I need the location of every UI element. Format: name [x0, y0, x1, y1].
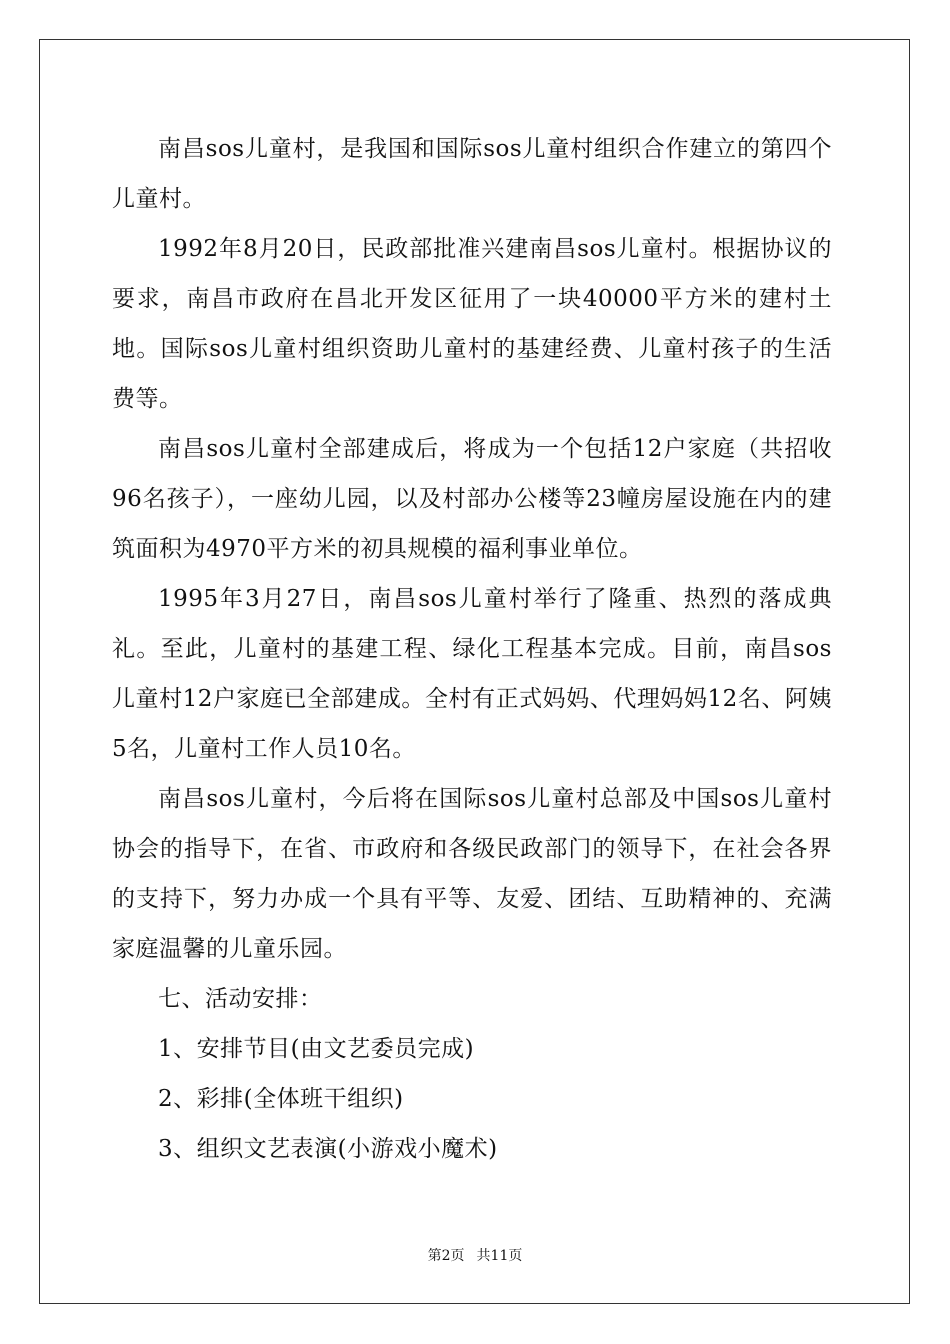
paragraph-1992: 1992年8月20日，民政部批准兴建南昌sos儿童村。根据协议的要求，南昌市政府在昌北开发区征用了一块40000平方米的建村土地。国际sos儿童村组织资助儿童村的基建经费、儿童村孩子的生活费等。 [112, 236, 832, 412]
page-number-total: 共11页 [476, 1248, 523, 1264]
list-item: 1、安排节目(由文艺委员完成) [158, 1036, 475, 1062]
paragraph-facilities: 南昌sos儿童村全部建成后，将成为一个包括12户家庭（共招收96名孩子），一座幼儿园，以及村部办公楼等23幢房屋设施在内的建筑面积为4970平方米的初具规模的福利事业单位。 [112, 436, 832, 562]
paragraph-intro: 南昌sos儿童村，是我国和国际sos儿童村组织合作建立的第四个儿童村。 [112, 136, 832, 212]
paragraph-1995: 1995年3月27日，南昌sos儿童村举行了隆重、热烈的落成典礼。至此，儿童村的基建工程、绿化工程基本完成。目前，南昌sos儿童村12户家庭已全部建成。全村有正式妈妈、代理妈妈12名、阿姨5名，儿童村工作人员10名。 [112, 586, 832, 762]
paragraph-future: 南昌sos儿童村，今后将在国际sos儿童村总部及中国sos儿童村协会的指导下，在省、市政府和各级民政部门的领导下，在社会各界的支持下，努力办成一个具有平等、友爱、团结、互助精神的、充满家庭温馨的儿童乐园。 [112, 786, 832, 962]
list-item: 3、组织文艺表演(小游戏小魔术) [158, 1136, 498, 1162]
page-number-current: 第2页 [427, 1248, 465, 1264]
list-item: 2、彩排(全体班干组织) [158, 1086, 404, 1112]
document-body [112, 124, 832, 1174]
page-footer [0, 1245, 950, 1265]
section-heading-activities: 七、活动安排： [158, 986, 323, 1012]
